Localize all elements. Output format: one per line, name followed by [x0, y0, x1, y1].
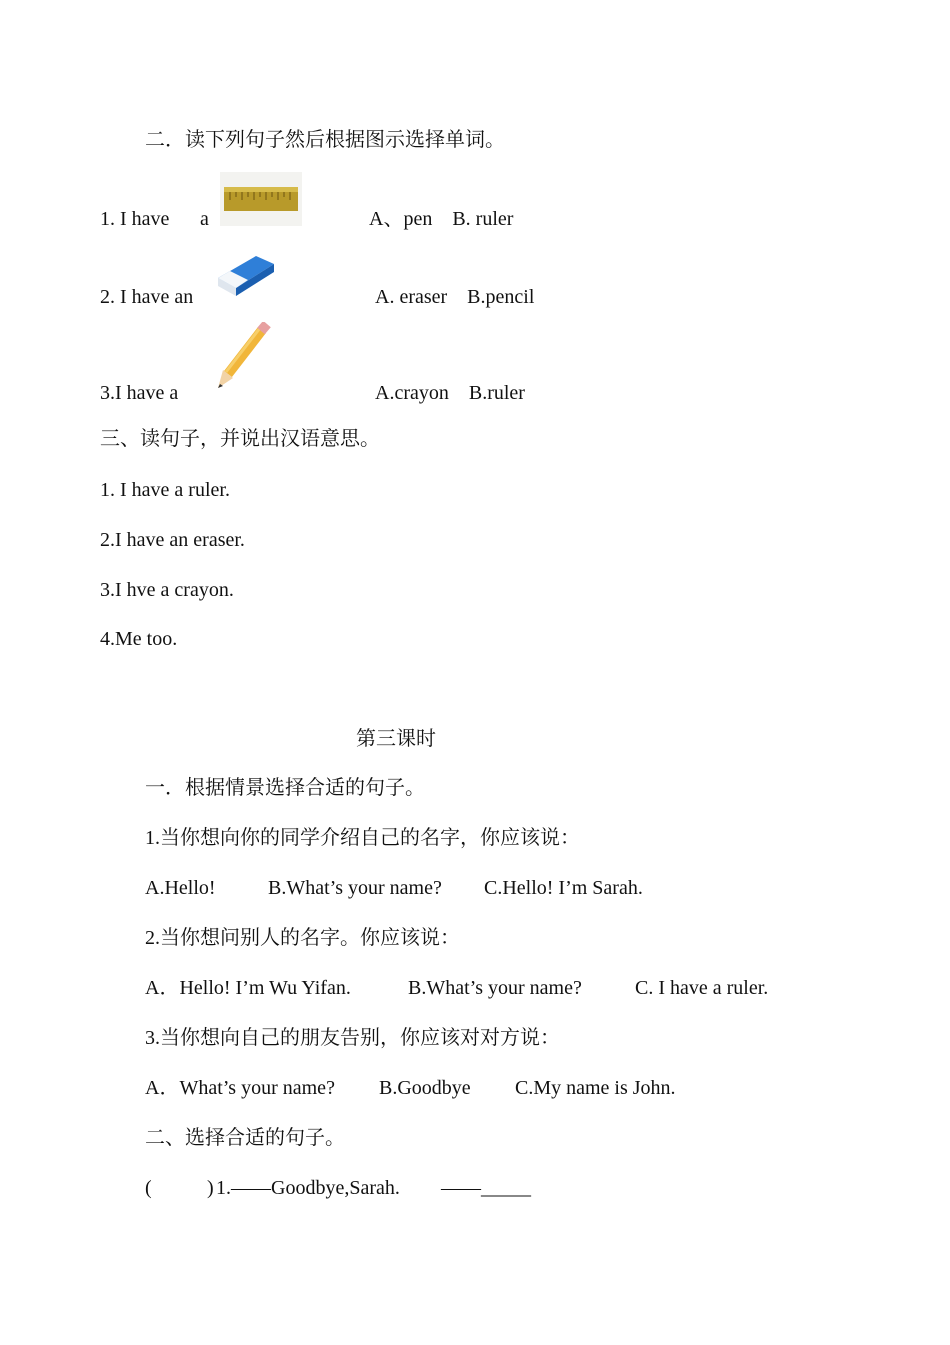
section-heading: 三、读句子，并说出汉语意思。	[100, 428, 380, 450]
question-2-options: A. eraser B.pencil	[375, 286, 535, 308]
section-heading: 二、选择合适的句子。	[145, 1127, 345, 1149]
list-item: 1. I have a ruler.	[100, 479, 230, 501]
answer-bracket-close: )	[207, 1177, 214, 1199]
question-1-article: a	[200, 208, 209, 230]
pencil-picture	[214, 322, 272, 390]
option-a: A．Hello! I’m Wu Yifan.	[145, 977, 351, 999]
question-1-options: A、pen B. ruler	[369, 208, 514, 230]
option-c: C. I have a ruler.	[635, 977, 769, 999]
question-2-lead: 2. I have an	[100, 286, 194, 308]
question-3-lead: 3.I have a	[100, 382, 179, 404]
option-b: B.What’s your name?	[268, 877, 442, 899]
section-heading: 一．根据情景选择合适的句子。	[145, 777, 425, 799]
answer-bracket-open: (	[145, 1177, 152, 1199]
option-c: C.Hello! I’m Sarah.	[484, 877, 643, 899]
answer-blank: ——_____	[441, 1177, 531, 1199]
list-item: 3.I hve a crayon.	[100, 579, 234, 601]
option-c: C.My name is John.	[515, 1077, 676, 1099]
question-text: 1.——Goodbye,Sarah.	[216, 1177, 400, 1199]
option-a: A．What’s your name?	[145, 1077, 335, 1099]
option-b: B.What’s your name?	[408, 977, 582, 999]
question-prompt: 1.当你想向你的同学介绍自己的名字，你应该说：	[145, 827, 580, 849]
question-3-options: A.crayon B.ruler	[375, 382, 525, 404]
question-1-lead: 1. I have	[100, 208, 170, 230]
section-heading: 二．读下列句子然后根据图示选择单词。	[145, 129, 505, 151]
question-prompt: 3.当你想向自己的朋友告别，你应该对对方说：	[145, 1027, 560, 1049]
page-title: 第三课时	[356, 728, 436, 750]
ruler-picture	[220, 172, 302, 226]
eraser-picture	[216, 252, 276, 296]
option-a: A.Hello!	[145, 877, 216, 899]
list-item: 2.I have an eraser.	[100, 529, 245, 551]
option-b: B.Goodbye	[379, 1077, 471, 1099]
question-prompt: 2.当你想问别人的名字。你应该说：	[145, 927, 460, 949]
list-item: 4.Me too.	[100, 628, 178, 650]
